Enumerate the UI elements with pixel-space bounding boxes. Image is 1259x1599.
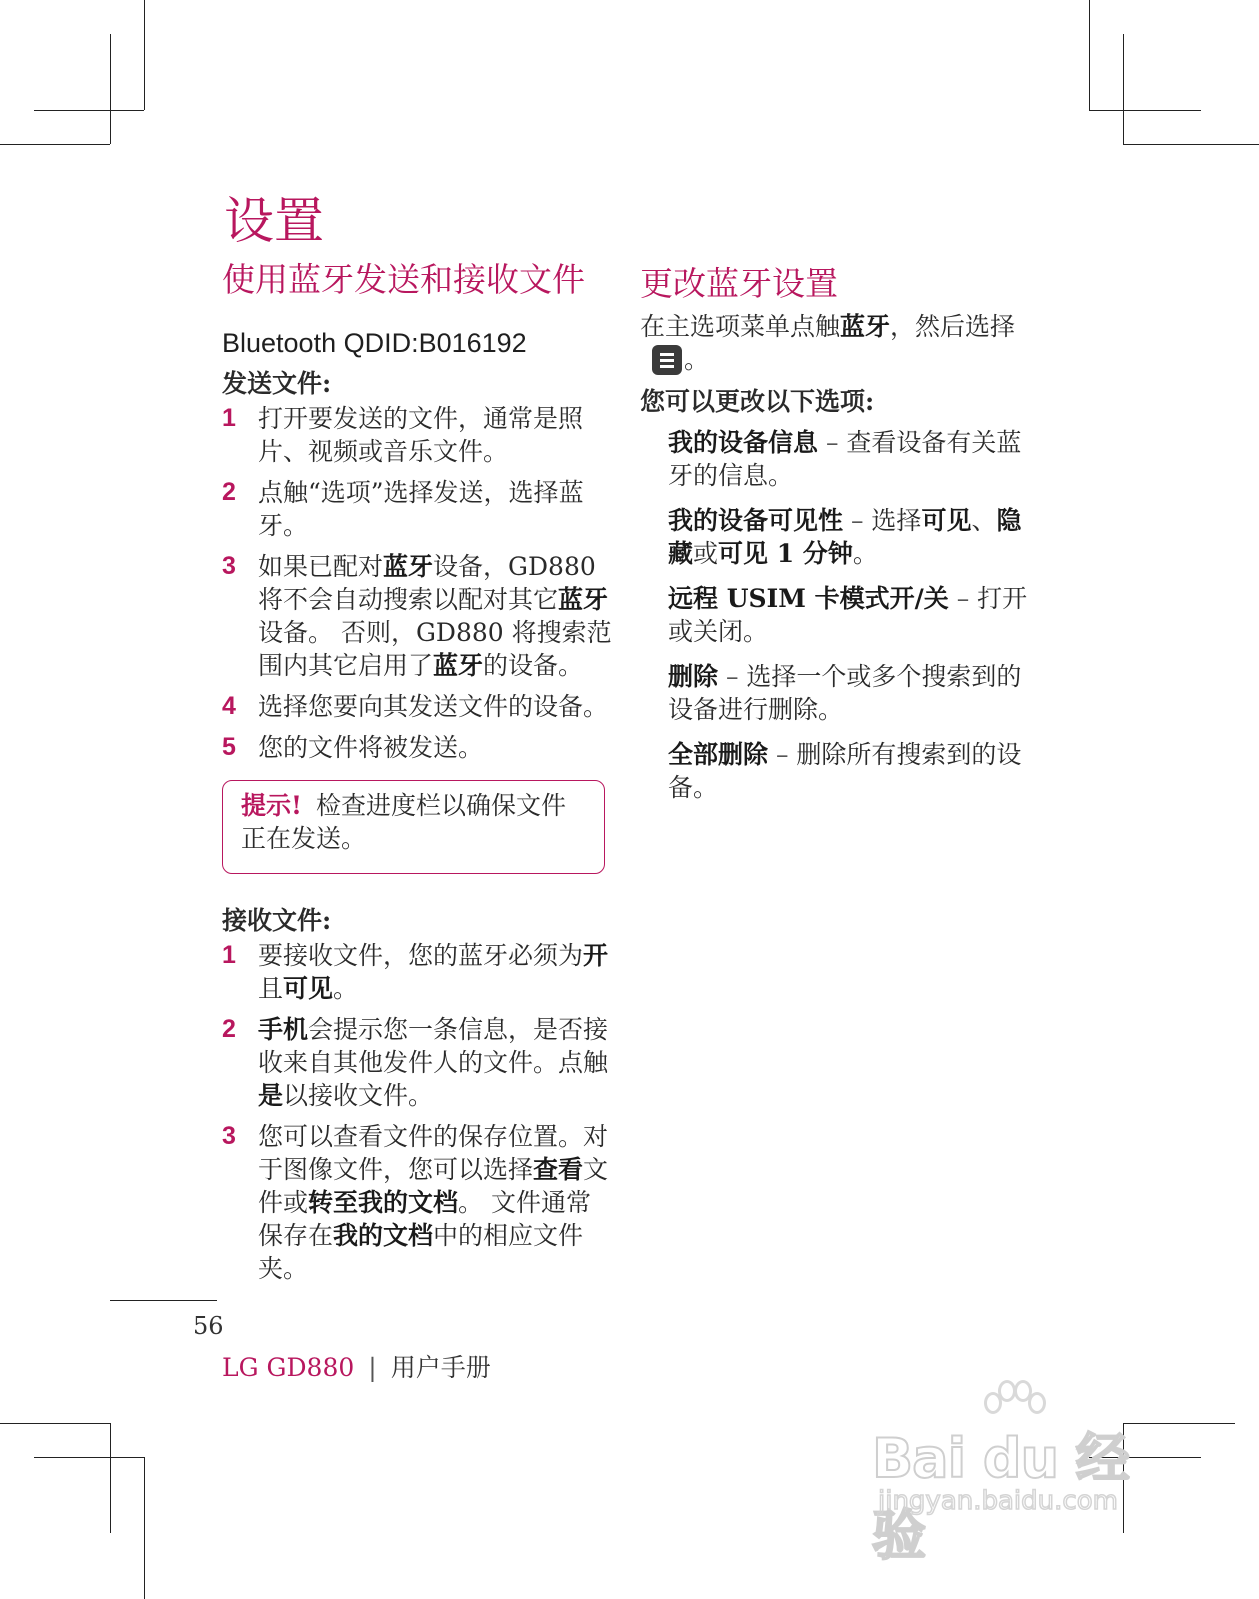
step-text: 设备。 否则，GD880 将搜索范围内其它启用了: [258, 618, 612, 680]
bold-term: 蓝牙: [840, 312, 891, 341]
option-desc: 。: [852, 538, 878, 568]
options-title: 您可以更改以下选项:: [640, 386, 875, 416]
bold-term: 蓝牙: [383, 552, 434, 581]
step-number: 3: [222, 1122, 236, 1150]
option-desc: 或: [693, 538, 719, 568]
right-column: [640, 310, 1040, 816]
option-name: 删除: [668, 661, 719, 691]
baidu-watermark: [872, 1378, 1172, 1567]
option-desc: 、: [971, 505, 997, 535]
option-item: [640, 504, 1040, 570]
step-text: 的设备。: [483, 651, 584, 680]
step-text: 要接收文件，您的蓝牙必须为: [258, 941, 584, 970]
send-files-title: 发送文件:: [222, 369, 332, 398]
menu-icon: [652, 345, 682, 375]
bold-term: 我的文档: [333, 1221, 434, 1250]
bluetooth-qdid: Bluetooth QDID:B016192: [222, 328, 527, 358]
option-separator: –: [825, 427, 839, 457]
bold-term: 手机: [258, 1015, 309, 1044]
step-number: 5: [222, 733, 236, 761]
step-text: 选择您要向其发送文件的设备。: [258, 692, 609, 721]
watermark-logo-text: Bai du 经验: [872, 1427, 1129, 1567]
option-item: [640, 582, 1040, 648]
step-number: 2: [222, 1015, 236, 1043]
step-text: 会提示您一条信息，是否接收来自其他发件人的文件。点触: [258, 1015, 609, 1077]
bold-term: 隐藏: [668, 505, 1022, 568]
footer-brand: LG GD880: [222, 1353, 355, 1382]
option-separator: –: [775, 739, 789, 769]
option-item: [640, 426, 1040, 492]
bold-term: 蓝牙: [433, 651, 484, 680]
step-number: 2: [222, 478, 236, 506]
receive-steps-list: [222, 939, 612, 1285]
step-text: 点触“选项”选择发送，选择蓝牙。: [258, 478, 584, 540]
option-name: 我的设备可见性: [668, 505, 844, 535]
section-heading-change-settings: 更改蓝牙设置: [640, 264, 838, 303]
step-text: 您可以查看文件的保存位置。对于图像文件，您可以选择: [258, 1122, 609, 1184]
footer-line: [222, 1348, 491, 1384]
footer-separator: |: [368, 1353, 377, 1382]
option-separator: –: [725, 661, 739, 691]
crop-mark: [110, 1423, 111, 1533]
page-number: 56: [193, 1312, 224, 1340]
option-desc: 删除所有搜索到的设备。: [668, 739, 1022, 802]
page-title: 设置: [224, 192, 324, 250]
step-text: 且: [258, 974, 284, 1003]
tip-label: 提示!: [241, 791, 302, 820]
step-text: 如果已配对: [258, 552, 384, 581]
option-desc: 选择: [871, 505, 922, 535]
list-item: [222, 731, 612, 764]
bold-term: 查看: [533, 1155, 584, 1184]
step-text: 文件或: [258, 1155, 609, 1217]
paw-icon: [980, 1378, 1040, 1418]
crop-mark: [0, 1423, 110, 1424]
crop-mark: [110, 34, 111, 144]
bold-term: 是: [258, 1081, 284, 1110]
crop-mark: [34, 1457, 144, 1458]
crop-mark: [1089, 0, 1090, 110]
list-item: [222, 402, 612, 468]
bold-term: 可见: [921, 505, 972, 535]
bold-term: 可见 1 分钟: [718, 538, 853, 568]
intro-text: 。: [684, 345, 710, 374]
footer-manual: 用户手册: [390, 1353, 491, 1382]
option-name: 我的设备信息: [668, 427, 819, 457]
step-text: 打开要发送的文件，通常是照片、视频或音乐文件。: [258, 404, 584, 466]
option-desc: 打开或关闭。: [668, 583, 1028, 646]
step-number: 3: [222, 552, 236, 580]
crop-mark: [1123, 34, 1124, 144]
step-text: 以接收文件。: [283, 1081, 434, 1110]
option-desc: 选择一个或多个搜索到的设备进行删除。: [668, 661, 1022, 724]
option-separator: –: [850, 505, 864, 535]
bold-term: 蓝牙: [558, 585, 609, 614]
crop-mark: [144, 0, 145, 110]
section-heading-send-receive: 使用蓝牙发送和接收文件: [222, 260, 585, 299]
intro-paragraph: [640, 310, 1040, 377]
list-item: [222, 939, 612, 1005]
step-text: 。 文件通常保存在: [258, 1188, 591, 1250]
list-item: [222, 690, 612, 723]
list-item: [222, 1013, 612, 1112]
intro-text: 在主选项菜单点触: [640, 312, 841, 341]
crop-mark: [34, 110, 144, 111]
step-number: 1: [222, 404, 236, 432]
bold-term: 开: [583, 941, 609, 970]
list-item: [222, 1120, 612, 1285]
tip-text: 检查进度栏以确保文件正在发送。: [241, 791, 566, 853]
list-item: [222, 476, 612, 542]
send-steps-list: [222, 402, 612, 764]
tip-box: [222, 780, 605, 874]
crop-mark: [1089, 110, 1201, 111]
receive-files-title: 接收文件:: [222, 906, 332, 935]
crop-mark: [1123, 144, 1259, 145]
step-number: 4: [222, 692, 236, 720]
bold-term: 可见: [283, 974, 334, 1003]
crop-mark: [144, 1457, 145, 1599]
step-text: 。: [333, 974, 359, 1003]
step-text: 您的文件将被发送。: [258, 733, 484, 762]
option-name: 全部删除: [668, 739, 769, 769]
intro-text: ，然后选择: [890, 312, 1016, 341]
crop-mark: [0, 144, 110, 145]
watermark-url: jingyan.baidu.com: [878, 1486, 1118, 1516]
list-item: [222, 550, 612, 682]
option-name: 远程 USIM 卡模式开/关: [668, 583, 949, 613]
bold-term: 转至我的文档: [308, 1188, 459, 1217]
option-desc: 查看设备有关蓝牙的信息。: [668, 427, 1022, 490]
step-text: 中的相应文件夹。: [258, 1221, 584, 1283]
option-separator: –: [956, 583, 970, 613]
left-column: [222, 325, 612, 1293]
option-item: [640, 738, 1040, 804]
step-text: 设备，GD880 将不会自动搜索以配对其它: [258, 552, 596, 614]
footer-rule: [110, 1300, 217, 1301]
option-item: [640, 660, 1040, 726]
step-number: 1: [222, 941, 236, 969]
